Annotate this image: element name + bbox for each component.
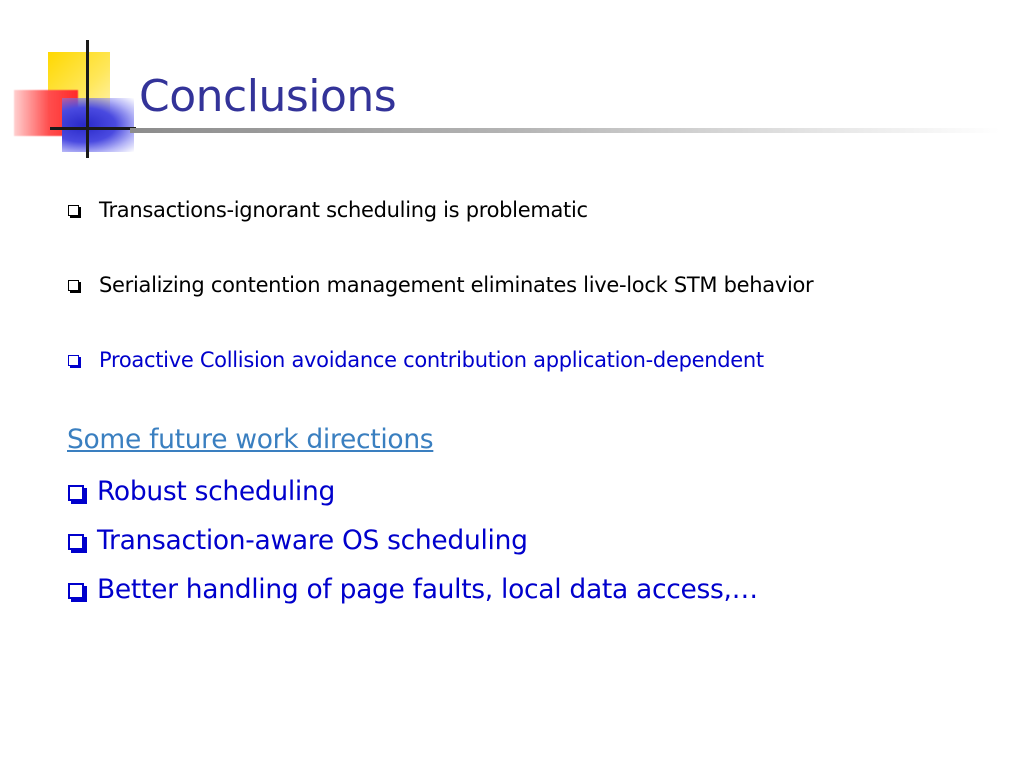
checkbox-bullet-icon	[68, 205, 79, 216]
logo-vertical-line	[86, 40, 89, 158]
conclusion-text: Proactive Collision avoidance contribution application-dependent	[99, 348, 764, 372]
future-work-item-1	[68, 476, 335, 507]
checkbox-bullet-icon	[68, 355, 79, 366]
future-work-text: Better handling of page faults, local data access,…	[97, 574, 758, 605]
title-underline-rule	[130, 128, 1000, 133]
logo-horizontal-line	[50, 127, 136, 130]
future-work-text: Robust scheduling	[97, 476, 336, 507]
conclusion-text: Serializing contention management eliminates live-lock STM behavior	[99, 273, 814, 297]
checkbox-bullet-icon	[68, 534, 84, 550]
slide-logo	[0, 0, 160, 170]
logo-blue-square	[62, 98, 134, 152]
future-work-text: Transaction-aware OS scheduling	[97, 525, 528, 556]
future-work-item-2	[68, 525, 528, 556]
conclusion-item-3	[68, 348, 764, 372]
conclusion-text: Transactions-ignorant scheduling is problematic	[99, 198, 588, 222]
future-work-link[interactable]: Some future work directions	[67, 424, 434, 455]
checkbox-bullet-icon	[68, 280, 79, 291]
checkbox-bullet-icon	[68, 485, 84, 501]
conclusion-item-2	[68, 273, 813, 297]
future-work-item-3	[68, 574, 758, 605]
checkbox-bullet-icon	[68, 583, 84, 599]
slide-title: Conclusions	[139, 71, 397, 122]
conclusion-item-1	[68, 198, 588, 222]
